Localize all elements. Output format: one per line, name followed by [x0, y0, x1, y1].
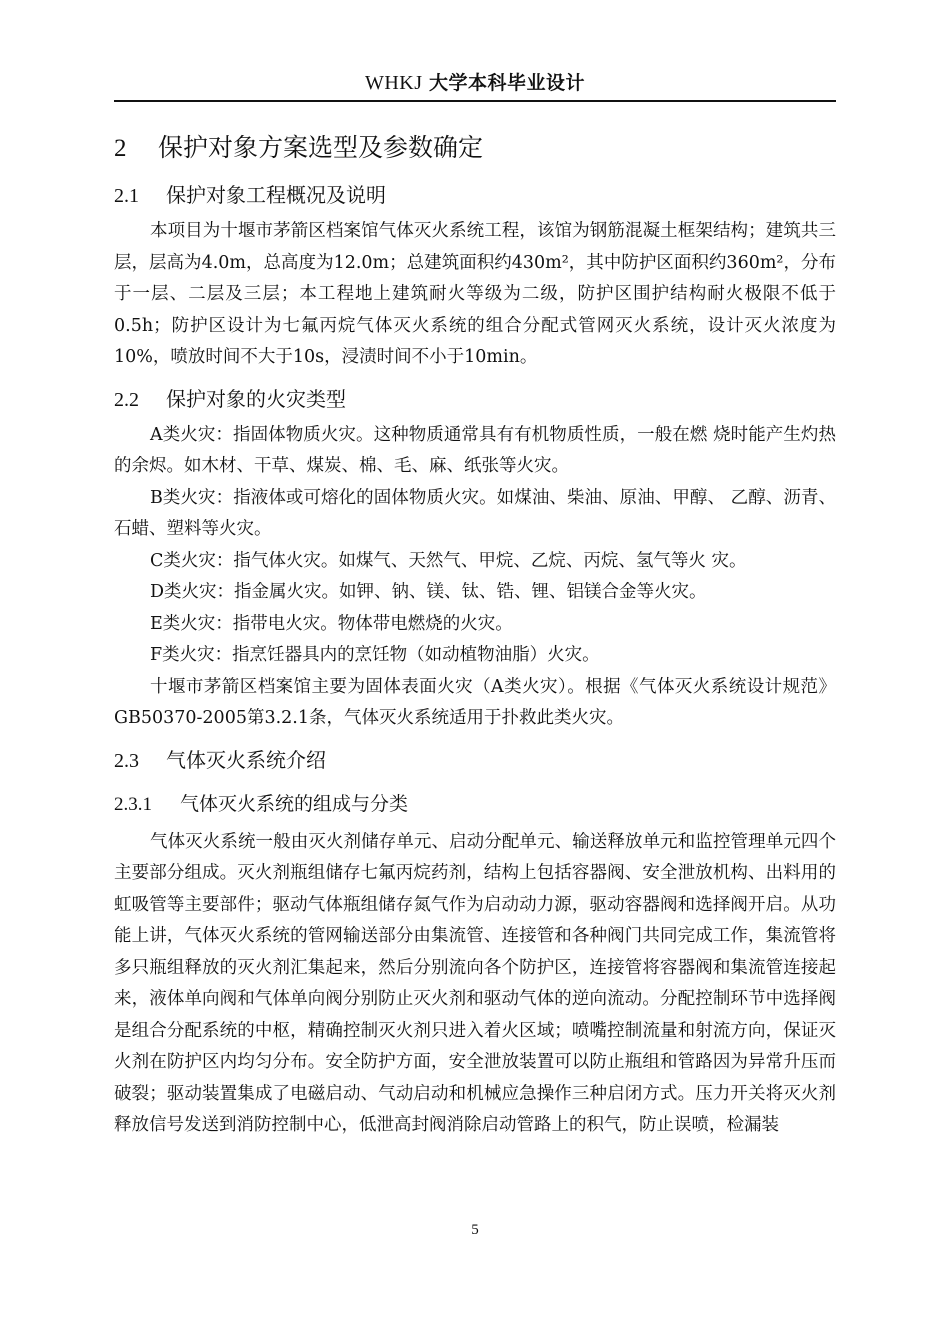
chapter-heading	[114, 128, 836, 168]
chapter-title: 保护对象方案选型及参数确定	[158, 133, 484, 162]
paragraph: 本项目为十堰市茅箭区档案馆气体灭火系统工程，该馆为钢筋混凝土框架结构；建筑共三层，层高为4.0m，总高度为12.0m；总建筑面积约430m²，其中防护区面积约360m²，分布于一层、二层及三层；本工程地上建筑耐火等级为二级，防护区围护结构耐火极限不低于0.5h；防护区设计为七氟丙烷气体灭火系统的组合分配式管网灭火系统，设计灭火浓度为10%，喷放时间不大于10s，浸渍时间不小于10min。	[114, 221, 836, 367]
section-number: 2.3	[114, 749, 139, 772]
subsection-heading	[114, 785, 836, 823]
running-header	[114, 68, 836, 98]
section-number: 2.1	[114, 185, 139, 207]
paragraph: 气体灭火系统一般由灭火剂储存单元、启动分配单元、输送释放单元和监控管理单元四个主要部分组成。灭火剂瓶组储存七氟丙烷药剂，结构上包括容器阀、安全泄放机构、出料用的虹吸管等主要部件；驱动气体瓶组储存氮气作为启动动力源，驱动容器阀和选择阀开启。从功能上讲，气体灭火系统的管网输送部分由集流管、连接管和各种阀门共同完成工作，集流管将多只瓶组释放的灭火剂汇集起来，然后分别流向各个防护区，连接管将容器阀和集流管连接起来，液体单向阀和气体单向阀分别防止灭火剂和驱动气体的逆向流动。分配控制环节中选择阀是组合分配系统的中枢，精确控制灭火剂只进入着火区域；喷嘴控制流量和射流方向，保证灭火剂在防护区内均匀分布。安全防护方面，安全泄放装置可以防止瓶组和管路因为异常升压而破裂；驱动装置集成了电磁启动、气动启动和机械应急操作三种启闭方式。压力开关将灭火剂释放信号发送到消防控制中心，低泄高封阀消除启动管路上的积气，防止误喷，检漏装	[114, 831, 836, 1135]
header-code: WHKJ	[364, 72, 423, 94]
section-heading	[114, 741, 836, 779]
paragraph: A类火灾：指固体物质火灾。这种物质通常具有有机物质性质，一般在燃 烧时能产生灼热的余烬。如木材、干草、煤炭、棉、毛、麻、纸张等火灾。	[114, 424, 836, 476]
paragraph: E类火灾：指带电火灾。物体带电燃烧的火灾。	[150, 613, 513, 634]
section-heading	[114, 176, 836, 214]
chapter-number: 2	[114, 135, 127, 162]
section-heading	[114, 380, 836, 418]
section-title: 保护对象工程概况及说明	[166, 183, 386, 207]
page-number: 5	[471, 1222, 479, 1238]
paragraph: C类火灾：指气体火灾。如煤气、天然气、甲烷、乙烷、丙烷、氢气等火 灾。	[150, 550, 747, 571]
subsection-title: 气体灭火系统的组成与分类	[180, 792, 409, 815]
paragraph: F类火灾：指烹饪器具内的烹饪物（如动植物油脂）火灾。	[150, 645, 600, 665]
paragraph: 十堰市茅箭区档案馆主要为固体表面火灾（A类火灾）。根据《气体灭火系统设计规范》GB50370-2005第3.2.1条，气体灭火系统适用于扑救此类火灾。	[114, 676, 836, 728]
header-rule	[114, 100, 836, 102]
paragraph: B类火灾：指液体或可熔化的固体物质火灾。如煤油、柴油、原油、甲醇、 乙醇、沥青、石蜡、塑料等火灾。	[114, 487, 836, 539]
section-number: 2.2	[114, 388, 139, 411]
paragraph: D类火灾：指金属火灾。如钾、钠、镁、钛、锆、锂、铝镁合金等火灾。	[150, 582, 707, 602]
section-title: 保护对象的火灾类型	[166, 386, 346, 411]
page-content	[114, 128, 836, 1142]
section-title: 气体灭火系统介绍	[166, 747, 326, 772]
header-title: 大学本科毕业设计	[429, 72, 586, 94]
subsection-number: 2.3.1	[114, 793, 152, 815]
